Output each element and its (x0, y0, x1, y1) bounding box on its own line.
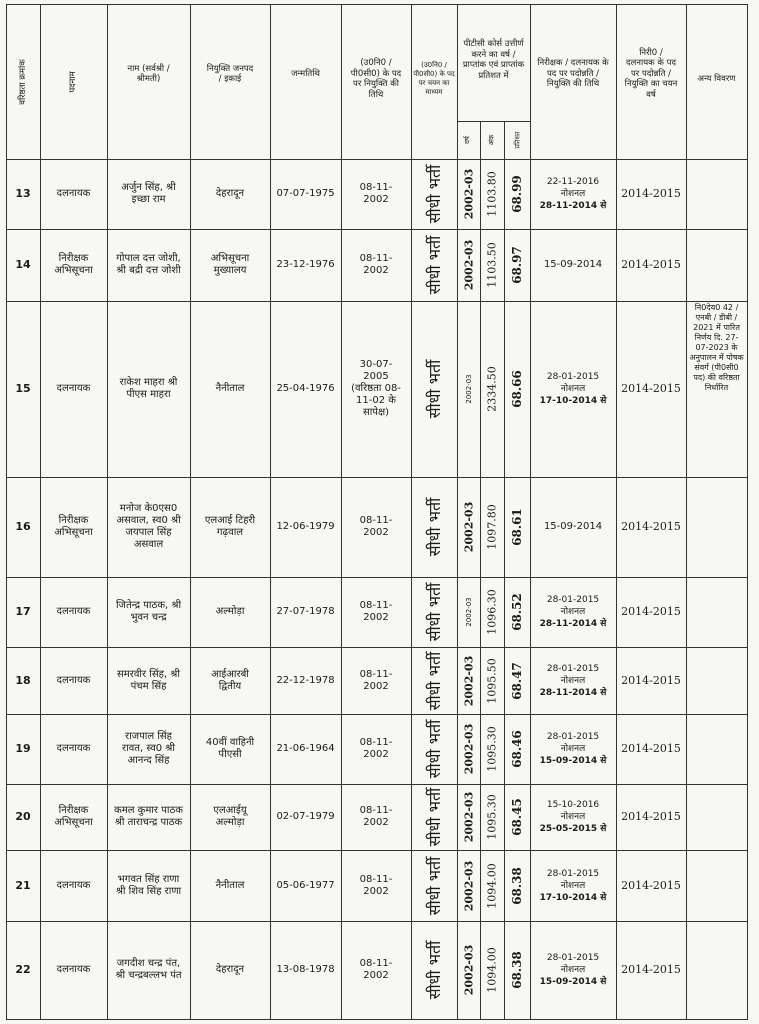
table-row (6, 647, 748, 714)
promotion-date-main: 15-09-2014 (543, 521, 603, 532)
header-promotion-date: निरीक्षक / दलनायक के पद पर पदोन्नति / नियुक्ति की तिथि (537, 58, 609, 90)
ptc-marks: 1103.50 (485, 242, 499, 288)
notional-label: नोशनल (560, 189, 586, 199)
selection-year: 2014-2015 (621, 382, 681, 395)
selection-mode-cell (411, 647, 457, 714)
ptc-percent-cell (504, 159, 530, 229)
ptc-percent: 68.46 (510, 730, 524, 768)
selection-year: 2014-2015 (621, 742, 681, 755)
serial-number: 19 (15, 742, 31, 755)
selection-year: 2014-2015 (621, 258, 681, 271)
table-row (6, 921, 748, 1019)
ptc-year-cell (457, 714, 480, 784)
posting-unit: एलआई टिहरी गढ़वाल (204, 515, 256, 538)
date-of-birth: 07-07-1975 (276, 188, 335, 199)
ptc-year: 2002-03 (462, 239, 475, 291)
selection-mode: सीधी भर्ती (425, 582, 444, 642)
ptc-percent: 68.66 (510, 370, 524, 408)
promotion-date (530, 229, 616, 301)
notional-date: 28-11-2014 से (539, 201, 607, 211)
appointment-date: 08-11-2002 (359, 182, 393, 205)
serial-number: 13 (15, 187, 31, 200)
ptc-marks-cell (480, 921, 504, 1019)
notional-date: 15-09-2014 से (539, 756, 607, 766)
ptc-percent: 68.61 (510, 508, 524, 546)
header-selection-year: निरी0 / दलनायक के पद पर पदोन्नति / नियुक्ति का चयन वर्ष (624, 47, 678, 100)
promotion-date (530, 577, 616, 647)
serial-number: 20 (15, 810, 31, 823)
ptc-percent: 68.45 (510, 798, 524, 836)
ptc-percent-cell (504, 714, 530, 784)
posting-unit: एलआईयू अल्मोड़ा (213, 805, 247, 828)
date-of-birth: 02-07-1979 (276, 811, 335, 822)
notional-label: नोशनल (560, 965, 586, 975)
promotion-date-main: 28-01-2015 (546, 868, 600, 879)
appointment-date: 08-11-2002 (359, 737, 393, 760)
serial-number: 22 (15, 963, 31, 976)
appointment-date: 08-11-2002 (359, 805, 393, 828)
officer-name: मनोज के0एस0 असवाल, स्व0 श्री जयपाल सिंह असवाल (116, 503, 181, 550)
posting-unit: नैनीताल (215, 383, 245, 394)
promotion-date (530, 850, 616, 921)
ptc-percent: 68.38 (510, 951, 524, 989)
posting-unit: देहरादून (215, 964, 245, 975)
header-posting: नियुक्ति जनपद / इकाई (206, 63, 254, 84)
ptc-marks: 1103.80 (485, 171, 499, 217)
promotion-date-main: 28-01-2015 (546, 732, 600, 742)
promotion-date-main: 15-10-2016 (546, 800, 600, 810)
officer-name: भगवत सिंह राणा श्री शिव सिंह राणा (115, 873, 182, 897)
ptc-marks: 2334.50 (485, 366, 499, 412)
notional-label: नोशनल (560, 880, 586, 891)
table-row (6, 577, 748, 647)
post-title: दलनायक (56, 383, 91, 394)
serial-number: 21 (15, 878, 31, 892)
ptc-percent: 68.97 (510, 246, 524, 284)
officer-name: समरवीर सिंह, श्री पंचम सिंह (117, 668, 180, 692)
notional-label: नोशनल (560, 384, 586, 394)
ptc-percent: 68.38 (510, 866, 524, 905)
header-ptc-marks: अंक (487, 134, 496, 146)
ptc-year-cell (457, 159, 480, 229)
ptc-marks: 1094.00 (485, 862, 499, 909)
officer-name: राकेश माहरा श्री पीएस माहरा (119, 377, 178, 400)
appointment-date: 08-11-2002 (359, 515, 393, 538)
promotion-date (530, 301, 616, 477)
header-selection-mode: (उ0नि0 / पी0सी0) के पद पर चयन का माध्यम (413, 61, 455, 96)
promotion-date-main: 28-01-2015 (546, 663, 600, 674)
date-of-birth: 23-12-1976 (276, 259, 335, 270)
notional-label: नोशनल (560, 812, 586, 822)
appointment-date: 08-11-2002 (359, 873, 393, 897)
ptc-year-cell (457, 784, 480, 850)
ptc-year: 2002-03 (462, 655, 475, 706)
selection-mode-cell (411, 301, 457, 477)
date-of-birth: 13-08-1978 (276, 964, 335, 975)
notional-date: 15-09-2014 से (539, 977, 607, 987)
ptc-marks-cell (480, 784, 504, 850)
post-title: निरीक्षक अभिसूचना (54, 253, 93, 276)
header-ptc: पीटीसी कोर्स उत्तीर्ण करने का वर्ष / प्राप्तांक एवं प्राप्तांक प्रतिशत में (462, 39, 525, 81)
posting-unit: अभिसूचना मुख्यालय (210, 253, 250, 276)
post-title: निरीक्षक अभिसूचना (54, 515, 93, 538)
selection-mode: सीधी भर्ती (425, 235, 444, 295)
selection-mode-cell (411, 850, 457, 921)
ptc-percent: 68.99 (510, 175, 524, 213)
officer-name: अर्जुन सिंह, श्री इच्छा राम (121, 182, 176, 205)
ptc-marks: 1095.50 (485, 657, 499, 704)
header-other: अन्य विवरण (697, 73, 736, 84)
header-ptc-year: वर्ष (463, 136, 472, 144)
header-dob: जन्मतिथि (291, 68, 320, 79)
table-row (6, 714, 748, 784)
ptc-marks: 1095.30 (485, 726, 499, 772)
promotion-date (530, 159, 616, 229)
appointment-date: 08-11-2002 (359, 600, 393, 623)
date-of-birth: 21-06-1964 (276, 743, 335, 754)
serial-number: 16 (15, 520, 31, 533)
selection-mode: सीधी भर्ती (425, 497, 444, 557)
officer-name: राजपाल सिंह रावत, स्व0 श्री आनन्द सिंह (122, 731, 175, 766)
officer-name: जितेन्द्र पाठक, श्री भुवन चन्द्र (115, 600, 182, 623)
appointment-date: 30-07-2005 (वरिष्ठता 08-11-02 के सापेक्ष) (351, 359, 401, 418)
selection-mode: सीधी भर्ती (425, 787, 444, 847)
ptc-percent-cell (504, 784, 530, 850)
officer-name: जगदीश चन्द्र पंत, श्री चन्द्रबल्लभ पंत (115, 958, 182, 981)
selection-year: 2014-2015 (621, 605, 681, 618)
header-name: नाम (सर्वश्री / श्रीमती) (127, 63, 170, 84)
ptc-percent-cell (504, 647, 530, 714)
ptc-year: 2002-03 (462, 860, 475, 911)
table-row (6, 229, 748, 301)
post-title: दलनायक (56, 879, 91, 891)
date-of-birth: 25-04-1976 (276, 383, 335, 394)
notional-date: 17-10-2014 से (539, 892, 607, 903)
ptc-percent-cell (504, 577, 530, 647)
ptc-year: 2002-03 (462, 723, 475, 775)
officer-name: कमल कुमार पाठक श्री ताराचन्द्र पाठक (114, 805, 183, 828)
promotion-date (530, 477, 616, 577)
ptc-percent-cell (504, 850, 530, 921)
selection-year: 2014-2015 (621, 810, 681, 823)
ptc-year: 2002-03 (464, 374, 473, 404)
table-row (6, 159, 748, 229)
header-appointment-date: (उ0नि0 / पी0सी0) के पद पर नियुक्ति की तिथि (350, 58, 402, 100)
ptc-percent-cell (504, 477, 530, 577)
posting-unit: 40वीं वाहिनी पीएसी (205, 737, 255, 760)
ptc-marks-cell (480, 577, 504, 647)
notional-date: 28-11-2014 से (539, 687, 607, 698)
selection-year: 2014-2015 (621, 520, 681, 533)
ptc-marks: 1095.30 (485, 794, 499, 840)
selection-mode: सीधी भर्ती (425, 719, 444, 779)
selection-year: 2014-2015 (621, 673, 681, 687)
header-post: पदनाम (67, 71, 78, 93)
serial-number: 15 (15, 382, 31, 395)
appointment-date: 08-11-2002 (359, 958, 393, 981)
promotion-date-main: 28-01-2015 (546, 372, 600, 382)
selection-mode-cell (411, 477, 457, 577)
selection-year: 2014-2015 (621, 963, 681, 976)
ptc-marks-cell (480, 714, 504, 784)
table-row (6, 477, 748, 577)
ptc-marks: 1094.00 (485, 947, 499, 993)
posting-unit: नैनीताल (215, 879, 245, 891)
ptc-year: 2002-03 (462, 501, 475, 553)
officer-name: गोपाल दत्त जोशी, श्री बद्री दत्त जोशी (116, 253, 181, 276)
ptc-marks-cell (480, 229, 504, 301)
date-of-birth: 12-06-1979 (276, 521, 335, 532)
ptc-year-cell (457, 577, 480, 647)
selection-mode-cell (411, 229, 457, 301)
promotion-date (530, 647, 616, 714)
ptc-percent-cell (504, 301, 530, 477)
ptc-percent: 68.52 (510, 593, 524, 631)
serial-number: 17 (15, 605, 31, 618)
promotion-date-main: 15-09-2014 (543, 259, 603, 270)
table-row (6, 850, 748, 921)
posting-unit: देहरादून (215, 188, 245, 199)
other-details: नि0देय0 42 / एनबी / डीबी / 2021 में पारित निर्णय दि. 27-07-2023 के अनुपालन में पोषक संवर्ग (पी0सी0 पद) की वरिष्ठता निर्धारित (689, 303, 744, 392)
post-title: दलनायक (56, 606, 91, 617)
ptc-percent-cell (504, 921, 530, 1019)
promotion-date-main: 28-01-2015 (546, 953, 600, 963)
post-title: निरीक्षक अभिसूचना (54, 805, 93, 828)
notional-date: 25-05-2015 से (539, 824, 607, 834)
selection-year: 2014-2015 (621, 187, 681, 200)
ptc-year-cell (457, 301, 480, 477)
promotion-date-main: 22-11-2016 (546, 177, 600, 187)
ptc-marks: 1097.80 (485, 504, 499, 550)
notional-label: नोशनल (560, 744, 586, 754)
ptc-marks-cell (480, 159, 504, 229)
posting-unit: आईआरबी द्वितीय (211, 668, 249, 692)
ptc-year: 2002-03 (464, 597, 473, 627)
date-of-birth: 05-06-1977 (276, 879, 335, 891)
post-title: दलनायक (56, 964, 91, 975)
post-title: दलनायक (56, 188, 91, 199)
ptc-marks: 1096.30 (485, 589, 499, 635)
header-ptc-percent: प्रतिशत (513, 131, 522, 149)
selection-mode-cell (411, 784, 457, 850)
selection-mode: सीधी भर्ती (425, 651, 444, 710)
ptc-percent-cell (504, 229, 530, 301)
ptc-year-cell (457, 647, 480, 714)
promotion-date (530, 921, 616, 1019)
selection-mode: सीधी भर्ती (425, 940, 444, 1000)
table-row (6, 784, 748, 850)
notional-date: 17-10-2014 से (539, 396, 607, 406)
date-of-birth: 22-12-1978 (276, 674, 335, 686)
selection-mode-cell (411, 159, 457, 229)
selection-mode: सीधी भर्ती (425, 164, 444, 224)
appointment-date: 08-11-2002 (359, 668, 393, 692)
ptc-year: 2002-03 (462, 791, 475, 843)
promotion-date (530, 714, 616, 784)
promotion-date (530, 784, 616, 850)
posting-unit: अल्मोड़ा (215, 606, 245, 617)
promotion-date-main: 28-01-2015 (546, 595, 600, 605)
ptc-year-cell (457, 477, 480, 577)
ptc-percent: 68.47 (510, 661, 524, 700)
ptc-marks-cell (480, 850, 504, 921)
ptc-year: 2002-03 (462, 944, 475, 996)
notional-label: नोशनल (560, 675, 586, 686)
notional-date: 28-11-2014 से (539, 619, 607, 629)
date-of-birth: 27-07-1978 (276, 606, 335, 617)
ptc-marks-cell (480, 301, 504, 477)
ptc-year-cell (457, 850, 480, 921)
selection-mode-cell (411, 714, 457, 784)
table-row (6, 301, 748, 477)
ptc-marks-cell (480, 647, 504, 714)
ptc-year: 2002-03 (462, 168, 475, 220)
selection-mode-cell (411, 577, 457, 647)
selection-mode: सीधी भर्ती (425, 856, 444, 915)
selection-mode: सीधी भर्ती (425, 359, 444, 419)
ptc-year-cell (457, 921, 480, 1019)
notional-label: नोशनल (560, 607, 586, 617)
serial-number: 14 (15, 258, 31, 271)
selection-mode-cell (411, 921, 457, 1019)
selection-year: 2014-2015 (621, 878, 681, 892)
ptc-year-cell (457, 229, 480, 301)
post-title: दलनायक (56, 743, 91, 754)
serial-number: 18 (15, 673, 31, 687)
ptc-marks-cell (480, 477, 504, 577)
appointment-date: 08-11-2002 (359, 253, 393, 276)
post-title: दलनायक (56, 674, 91, 686)
header-seniority-no: वरिष्ठता क्रमांक (17, 59, 28, 105)
seniority-table (6, 4, 748, 1020)
